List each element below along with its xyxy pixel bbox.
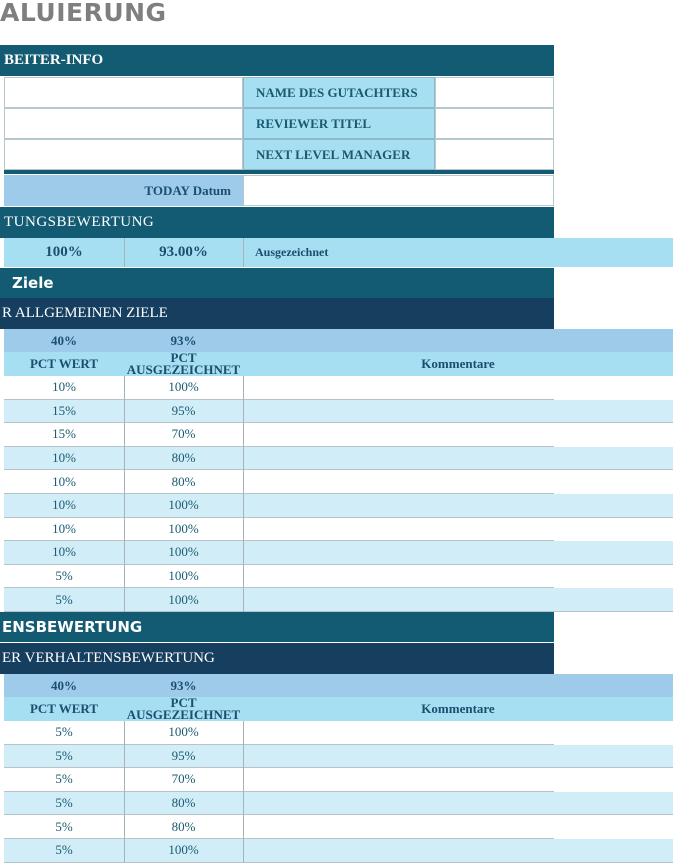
behavior-summary-score: 93% xyxy=(124,674,243,697)
row-comment-field[interactable] xyxy=(243,768,554,792)
row-weight: 10% xyxy=(4,470,124,494)
row-weight: 5% xyxy=(4,565,124,589)
column-divider xyxy=(124,792,125,816)
row-weight: 5% xyxy=(4,745,124,769)
row-score[interactable]: 70% xyxy=(124,423,243,447)
row-comment-field[interactable] xyxy=(243,518,554,542)
employee-title-field[interactable] xyxy=(4,108,243,139)
next-level-manager-label: NEXT LEVEL MANAGER xyxy=(243,139,435,170)
goals-col-weight: PCT WERT xyxy=(4,352,124,376)
row-weight: 10% xyxy=(4,376,124,400)
goals-col-comments: Kommentare xyxy=(243,352,673,376)
column-divider xyxy=(243,400,244,424)
column-divider xyxy=(124,470,125,494)
row-weight: 5% xyxy=(4,792,124,816)
behavior-summary-weight: 40% xyxy=(4,674,124,697)
row-score[interactable]: 80% xyxy=(124,470,243,494)
row-weight: 10% xyxy=(4,541,124,565)
goals-subheader: R ALLGEMEINEN ZIELE xyxy=(0,298,554,329)
column-divider xyxy=(243,447,244,471)
column-divider xyxy=(124,745,125,769)
row-comment-field[interactable] xyxy=(243,721,554,745)
column-divider xyxy=(243,588,244,612)
row-comment-field[interactable] xyxy=(243,541,673,565)
overall-weight: 100% xyxy=(45,244,83,260)
reviewer-name-label: NAME DES GUTACHTERS xyxy=(243,77,435,108)
row-weight: 5% xyxy=(4,588,124,612)
row-weight: 15% xyxy=(4,400,124,424)
row-comment-field[interactable] xyxy=(243,376,554,400)
row-score[interactable]: 70% xyxy=(124,768,243,792)
goals-col-score: PCT AUSGEZEICHNET xyxy=(124,352,243,376)
row-comment-field[interactable] xyxy=(243,792,673,816)
employee-info-header: BEITER-INFO xyxy=(0,45,554,76)
behavior-col-comments: Kommentare xyxy=(243,697,673,721)
column-divider xyxy=(243,745,244,769)
row-weight: 5% xyxy=(4,768,124,792)
next-level-manager-field[interactable] xyxy=(435,139,554,170)
column-divider xyxy=(243,565,244,589)
overall-divider xyxy=(243,238,244,267)
column-divider xyxy=(243,376,244,400)
row-score[interactable]: 100% xyxy=(124,721,243,745)
column-divider xyxy=(124,721,125,745)
column-divider xyxy=(243,792,244,816)
column-divider xyxy=(124,768,125,792)
column-divider xyxy=(124,565,125,589)
column-divider xyxy=(124,588,125,612)
reviewer-title-label: REVIEWER TITEL xyxy=(243,108,435,139)
today-date-field[interactable] xyxy=(243,175,554,206)
column-divider xyxy=(124,518,125,542)
behavior-col-weight: PCT WERT xyxy=(4,697,124,721)
reviewer-name-field[interactable] xyxy=(435,77,554,108)
row-comment-field[interactable] xyxy=(243,815,554,839)
overall-rating-text: Ausgezeichnet xyxy=(255,245,329,259)
row-score[interactable]: 95% xyxy=(124,400,243,424)
row-score[interactable]: 100% xyxy=(124,839,243,863)
column-divider xyxy=(243,518,244,542)
row-score[interactable]: 100% xyxy=(124,518,243,542)
column-divider xyxy=(124,447,125,471)
overall-score: 93.00% xyxy=(159,244,208,260)
column-divider xyxy=(243,839,244,863)
row-comment-field[interactable] xyxy=(243,565,554,589)
row-weight: 5% xyxy=(4,839,124,863)
row-score[interactable]: 80% xyxy=(124,792,243,816)
row-score[interactable]: 100% xyxy=(124,588,243,612)
column-divider xyxy=(124,541,125,565)
row-score[interactable]: 95% xyxy=(124,745,243,769)
row-comment-field[interactable] xyxy=(243,423,554,447)
today-date-label: TODAY Datum xyxy=(4,175,243,206)
row-comment-field[interactable] xyxy=(243,400,673,424)
row-score[interactable]: 100% xyxy=(124,376,243,400)
column-divider xyxy=(243,768,244,792)
row-weight: 5% xyxy=(4,815,124,839)
column-divider xyxy=(124,400,125,424)
column-divider xyxy=(243,721,244,745)
overall-rating-header: TUNGSBEWERTUNG xyxy=(0,207,554,238)
column-divider xyxy=(124,815,125,839)
employee-name-field[interactable] xyxy=(4,77,243,108)
goals-summary-weight: 40% xyxy=(4,329,124,352)
row-comment-field[interactable] xyxy=(243,470,554,494)
overall-divider xyxy=(124,238,125,267)
column-divider xyxy=(243,541,244,565)
row-comment-field[interactable] xyxy=(243,588,673,612)
row-comment-field[interactable] xyxy=(243,839,673,863)
behavior-band: ENSBEWERTUNG xyxy=(0,612,554,642)
behavior-col-score: PCT AUSGEZEICHNET xyxy=(124,697,243,721)
column-divider xyxy=(243,494,244,518)
row-score[interactable]: 80% xyxy=(124,815,243,839)
row-weight: 10% xyxy=(4,518,124,542)
row-weight: 5% xyxy=(4,721,124,745)
row-comment-field[interactable] xyxy=(243,447,673,471)
column-divider xyxy=(124,494,125,518)
employee-department-field[interactable] xyxy=(4,139,243,170)
row-weight: 10% xyxy=(4,447,124,471)
column-divider xyxy=(243,470,244,494)
reviewer-title-field[interactable] xyxy=(435,108,554,139)
row-score[interactable]: 100% xyxy=(124,565,243,589)
row-weight: 15% xyxy=(4,423,124,447)
behavior-subheader: ER VERHALTENSBEWERTUNG xyxy=(0,643,554,674)
goals-summary-score: 93% xyxy=(124,329,243,352)
goals-band: Ziele xyxy=(0,268,554,298)
column-divider xyxy=(124,376,125,400)
page-title: ALUIERUNG xyxy=(0,0,167,27)
column-divider xyxy=(124,839,125,863)
section-divider xyxy=(4,170,554,174)
column-divider xyxy=(243,423,244,447)
row-score[interactable]: 100% xyxy=(124,541,243,565)
row-comment-field[interactable] xyxy=(243,745,673,769)
row-comment-field[interactable] xyxy=(243,494,673,518)
row-score[interactable]: 80% xyxy=(124,447,243,471)
column-divider xyxy=(124,423,125,447)
column-divider xyxy=(243,815,244,839)
row-weight: 10% xyxy=(4,494,124,518)
row-score[interactable]: 100% xyxy=(124,494,243,518)
